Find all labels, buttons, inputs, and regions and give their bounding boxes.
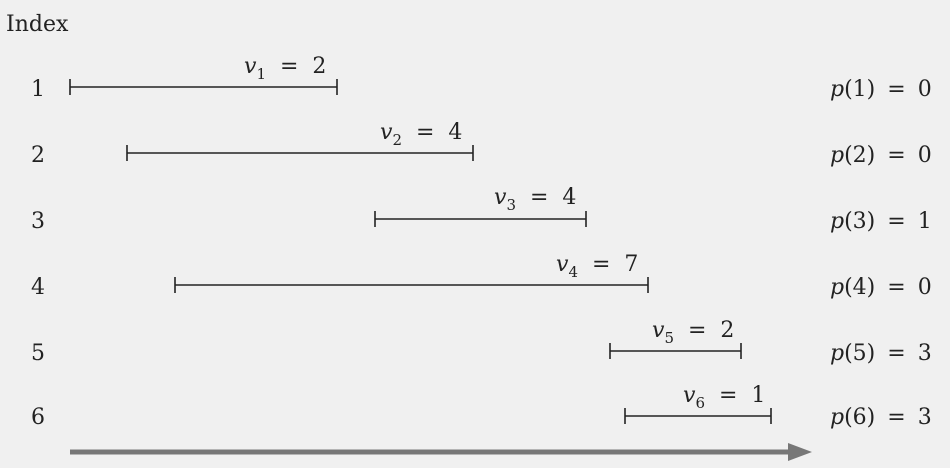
p-value: 0 <box>917 143 932 168</box>
predecessor-label <box>830 405 932 430</box>
p-argument: (1) <box>844 77 876 102</box>
p-value: 3 <box>917 405 932 430</box>
predecessor-label <box>830 341 932 366</box>
job-row-2 <box>31 120 932 168</box>
p-value: 3 <box>917 341 932 366</box>
value-number: 2 <box>720 318 735 343</box>
value-number: 2 <box>312 54 327 79</box>
job-value-label <box>683 383 765 412</box>
value-subscript: 6 <box>695 394 705 412</box>
p-argument: (3) <box>844 209 876 234</box>
interval-bar <box>70 79 337 95</box>
p-value: 1 <box>917 209 932 234</box>
p-equals: = <box>887 405 906 430</box>
p-argument: (5) <box>844 341 876 366</box>
job-row-6 <box>31 383 932 430</box>
value-equals: = <box>591 252 611 277</box>
job-index-label: 2 <box>31 143 45 168</box>
p-function: p <box>830 143 845 168</box>
value-number: 4 <box>448 120 463 145</box>
job-index-label: 6 <box>31 405 45 430</box>
predecessor-label <box>830 77 932 102</box>
interval-bar <box>127 145 473 161</box>
predecessor-label <box>830 275 932 300</box>
p-argument: (4) <box>844 275 876 300</box>
p-value: 0 <box>917 77 932 102</box>
job-value-label <box>652 318 734 347</box>
job-index-label: 1 <box>31 77 45 102</box>
value-number: 4 <box>562 185 577 210</box>
p-argument: (2) <box>844 143 876 168</box>
value-var: v <box>244 54 257 79</box>
p-equals: = <box>887 77 906 102</box>
job-value-label <box>244 54 326 83</box>
value-equals: = <box>415 120 435 145</box>
value-equals: = <box>718 383 738 408</box>
value-number: 1 <box>751 383 766 408</box>
value-number: 7 <box>624 252 639 277</box>
interval-bar <box>375 211 586 227</box>
p-equals: = <box>887 341 906 366</box>
value-subscript: 2 <box>392 131 402 149</box>
p-function: p <box>830 209 845 234</box>
job-row-1 <box>31 54 932 102</box>
value-equals: = <box>279 54 299 79</box>
p-function: p <box>830 77 845 102</box>
value-subscript: 3 <box>506 196 516 214</box>
index-header: Index <box>6 12 69 37</box>
value-var: v <box>556 252 569 277</box>
p-value: 0 <box>917 275 932 300</box>
value-subscript: 5 <box>664 329 674 347</box>
job-index-label: 3 <box>31 209 45 234</box>
p-function: p <box>830 341 845 366</box>
job-row-4 <box>31 252 932 300</box>
time-arrow <box>70 443 812 461</box>
job-index-label: 4 <box>31 275 45 300</box>
p-function: p <box>830 405 845 430</box>
value-equals: = <box>687 318 707 343</box>
value-var: v <box>652 318 665 343</box>
value-var: v <box>494 185 507 210</box>
time-arrow-head <box>788 443 812 461</box>
job-value-label <box>380 120 462 149</box>
job-value-label <box>556 252 638 281</box>
value-subscript: 1 <box>256 65 266 83</box>
interval-bar <box>610 343 741 359</box>
job-row-3 <box>31 185 932 234</box>
value-var: v <box>683 383 696 408</box>
predecessor-label <box>830 143 932 168</box>
value-var: v <box>380 120 393 145</box>
value-subscript: 4 <box>568 263 578 281</box>
p-equals: = <box>887 143 906 168</box>
predecessor-label <box>830 209 932 234</box>
job-index-label: 5 <box>31 341 45 366</box>
p-function: p <box>830 275 845 300</box>
p-equals: = <box>887 275 906 300</box>
p-equals: = <box>887 209 906 234</box>
job-row-5 <box>31 318 932 366</box>
p-argument: (6) <box>844 405 876 430</box>
value-equals: = <box>529 185 549 210</box>
job-value-label <box>494 185 576 214</box>
